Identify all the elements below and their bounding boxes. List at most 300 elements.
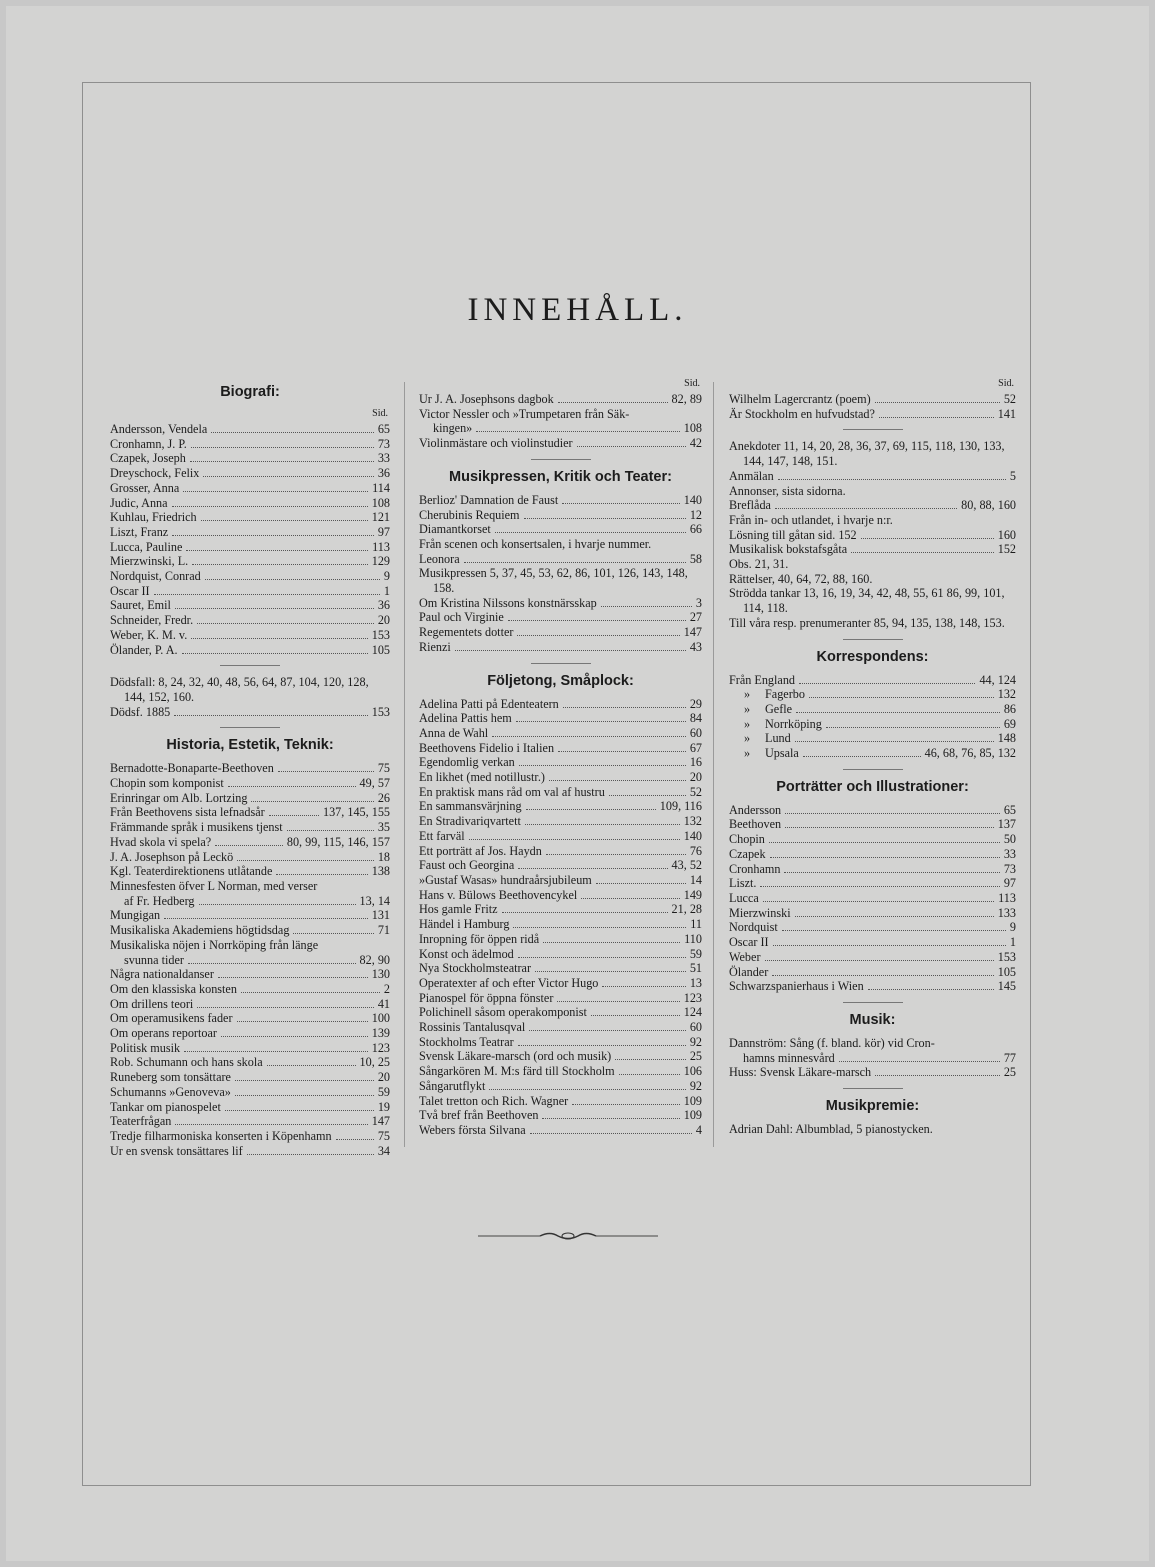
index-entry <box>419 1064 702 1079</box>
index-entry <box>110 422 390 437</box>
index-entry <box>729 906 1016 921</box>
index-entry <box>729 803 1016 818</box>
dot-leader <box>201 512 368 521</box>
index-entry: Från scenen och konsertsalen, i hvarje nummer. <box>419 536 652 551</box>
index-entry: Adrian Dahl: Albumblad, 5 pianostycken. <box>729 1122 933 1137</box>
entry-title: Ur en svensk tonsättares lif <box>110 1143 243 1158</box>
entry-row <box>419 976 702 991</box>
dot-leader <box>529 1022 686 1031</box>
entry-title: af Fr. Hedberg <box>124 893 195 908</box>
dot-leader <box>241 984 380 993</box>
entry-page-numbers: 2 <box>383 981 390 996</box>
dot-leader <box>769 834 1000 843</box>
dot-leader <box>276 866 367 875</box>
entry-title: Mungigan <box>110 908 161 923</box>
ditto-mark: » <box>743 746 751 761</box>
entry-row <box>110 643 390 658</box>
entry-page-numbers: 140 <box>683 492 702 507</box>
entry-row <box>729 876 1016 891</box>
entry-page-numbers: 77 <box>1003 1050 1016 1065</box>
entry-title: En likhet (med notillustr.) <box>419 770 545 785</box>
entry-title: Andersson <box>729 802 782 817</box>
entry-page-numbers: 84 <box>689 711 702 726</box>
dot-leader <box>765 952 994 961</box>
dot-leader <box>235 1072 374 1081</box>
dot-leader <box>803 748 921 757</box>
entry-row <box>419 436 702 451</box>
section-divider <box>531 459 591 460</box>
section-heading: Musikpremie: <box>825 1098 920 1115</box>
entry-title: Teaterfrågan <box>110 1114 172 1129</box>
entry-page-numbers: 59 <box>689 946 702 961</box>
dot-leader <box>795 733 994 742</box>
entry-page-numbers: 145 <box>997 979 1016 994</box>
index-entry <box>110 451 390 466</box>
index-entry <box>419 873 702 888</box>
entry-title: Hos gamle Fritz <box>419 902 498 917</box>
entry-page-numbers: 133 <box>997 905 1016 920</box>
entry-page-numbers: 105 <box>371 642 390 657</box>
entry-page-numbers: 148 <box>997 731 1016 746</box>
entry-row <box>419 508 702 523</box>
index-entry <box>110 525 390 540</box>
entry-row <box>110 628 390 643</box>
index-entry <box>419 392 702 407</box>
entry-row <box>110 1114 390 1129</box>
dot-leader <box>203 468 373 477</box>
entry-title: Paul och Virginie <box>419 610 504 625</box>
index-entry <box>729 1036 1016 1065</box>
section-heading: Porträtter och Illustrationer: <box>776 778 969 795</box>
entry-page-numbers: 60 <box>689 725 702 740</box>
index-entry <box>110 554 390 569</box>
entry-title: Grosser, Anna <box>110 480 180 495</box>
index-entry <box>729 891 1016 906</box>
entry-title: Rossinis Tantalusqval <box>419 1020 526 1035</box>
section-heading: Biografi: <box>220 384 280 400</box>
dot-leader <box>775 500 957 509</box>
dot-leader <box>809 689 994 698</box>
entry-title: Bernadotte-Bonaparte-Beethoven <box>110 761 274 776</box>
entry-page-numbers: 5 <box>1009 468 1016 483</box>
dot-leader <box>772 967 993 976</box>
index-entry <box>110 540 390 555</box>
index-entry <box>110 820 390 835</box>
entry-title: Schneider, Fredr. <box>110 613 194 628</box>
entry-page-numbers: 35 <box>377 820 390 835</box>
dot-leader <box>476 423 679 432</box>
entry-row <box>729 950 1016 965</box>
entry-page-numbers: 92 <box>689 1078 702 1093</box>
entry-title: Regementets dotter <box>419 625 514 640</box>
entry-row <box>729 528 1016 543</box>
entry-page-numbers: 59 <box>377 1084 390 1099</box>
entry-page-numbers: 80, 99, 115, 146, 157 <box>286 834 390 849</box>
entry-row <box>729 891 1016 906</box>
index-entry <box>419 858 702 873</box>
dot-leader <box>826 719 1000 728</box>
entry-title: Ölander, P. A. <box>110 642 178 657</box>
entry-title: Ett porträtt af Jos. Haydn <box>419 843 542 858</box>
entry-title: Ett farväl <box>419 828 465 843</box>
entry-row <box>419 625 702 640</box>
entry-row <box>110 953 390 968</box>
index-entry <box>110 1011 390 1026</box>
entry-row <box>110 820 390 835</box>
entry-row <box>110 835 390 850</box>
entry-page-numbers: 147 <box>683 625 702 640</box>
index-entry <box>110 835 390 850</box>
dot-leader <box>174 707 367 716</box>
index-entry <box>110 1085 390 1100</box>
index-entry <box>419 917 702 932</box>
page-column-label: Sid. <box>372 408 388 419</box>
entry-row <box>419 421 702 436</box>
entry-row <box>110 451 390 466</box>
dot-leader <box>778 471 1006 480</box>
entry-row <box>419 1049 702 1064</box>
entry-page-numbers: 86 <box>1003 701 1016 716</box>
dot-leader <box>508 612 686 621</box>
index-entry <box>110 584 390 599</box>
index-entry: Dödsfall: 8, 24, 32, 40, 48, 56, 64, 87, 104, 120, 128, 144, 152, 160. <box>110 675 369 704</box>
entry-page-numbers: 82, 89 <box>671 392 702 406</box>
section-heading: Korrespondens: <box>816 648 929 665</box>
entry-title: J. A. Josephson på Leckö <box>110 849 234 864</box>
entry-page-numbers: 67 <box>689 740 702 755</box>
index-entry: Rättelser, 40, 64, 72, 88, 160. <box>729 571 873 586</box>
entry-page-numbers: 52 <box>689 784 702 799</box>
entry-row <box>110 598 390 613</box>
entry-title: En praktisk mans råd om val af hustru <box>419 784 605 799</box>
dot-leader <box>172 527 374 536</box>
entry-title: Wilhelm Lagercrantz (poem) <box>729 392 871 406</box>
entry-row <box>729 731 1016 746</box>
entry-title: Sauret, Emil <box>110 598 171 613</box>
section-divider <box>220 727 280 728</box>
dot-leader <box>525 816 680 825</box>
dot-leader <box>184 1043 368 1052</box>
entry-title: Schumanns »Genoveva» <box>110 1084 231 1099</box>
entry-row <box>419 947 702 962</box>
dot-leader <box>228 778 356 787</box>
entry-row <box>419 785 702 800</box>
entry-page-numbers: 20 <box>689 770 702 785</box>
entry-row <box>729 498 1016 513</box>
index-entry: Från in- och utlandet, i hvarje n:r. <box>729 512 893 527</box>
dot-leader <box>530 1125 692 1134</box>
index-entry <box>419 1020 702 1035</box>
entry-page-numbers: 12 <box>689 507 702 522</box>
index-entry <box>110 481 390 496</box>
index-entry <box>110 982 390 997</box>
entry-page-numbers: 13, 14 <box>359 893 390 908</box>
entry-page-numbers: 141 <box>997 406 1016 421</box>
entry-row <box>729 862 1016 877</box>
dot-leader <box>225 1102 374 1111</box>
entry-title: kingen» <box>433 421 473 436</box>
entry-row <box>419 799 702 814</box>
entry-page-numbers: 65 <box>1003 802 1016 817</box>
entry-title: Händel i Hamburg <box>419 917 510 932</box>
dot-leader <box>154 586 380 595</box>
entry-page-numbers: 139 <box>371 1026 390 1041</box>
entry-row <box>419 640 702 655</box>
index-column-1 <box>110 378 390 1158</box>
dot-leader <box>492 728 686 737</box>
section-divider <box>843 639 903 640</box>
index-entry <box>419 726 702 741</box>
index-entry <box>419 799 702 814</box>
page-title: INNEHÅLL. <box>467 292 688 328</box>
index-entry <box>729 717 1016 732</box>
entry-page-numbers: 138 <box>371 864 390 879</box>
dot-leader <box>875 1067 1000 1076</box>
index-entry <box>419 407 702 436</box>
entry-page-numbers: 113 <box>372 539 390 554</box>
entry-page-numbers: 131 <box>371 908 390 923</box>
dot-leader <box>205 571 380 580</box>
entry-page-numbers: 153 <box>371 704 390 719</box>
index-entry <box>110 864 390 879</box>
entry-title: Musikaliska Akademiens högtidsdag <box>110 923 290 938</box>
entry-row <box>110 923 390 938</box>
index-entry <box>419 785 702 800</box>
entry-page-numbers: 43, 52 <box>671 858 702 873</box>
dot-leader <box>164 910 368 919</box>
index-entry <box>729 407 1016 422</box>
dot-leader <box>546 846 686 855</box>
entry-row <box>419 829 702 844</box>
entry-title: Huss: Svensk Läkare-marsch <box>729 1065 872 1080</box>
dot-leader <box>172 498 368 507</box>
index-entry <box>419 961 702 976</box>
entry-page-numbers: 92 <box>689 1034 702 1049</box>
dot-leader <box>183 483 368 492</box>
index-entry <box>729 950 1016 965</box>
entry-page-numbers: 50 <box>1003 832 1016 847</box>
index-entry <box>419 844 702 859</box>
dot-leader <box>773 937 1006 946</box>
entry-row <box>419 741 702 756</box>
entry-page-numbers: 36 <box>377 466 390 481</box>
entry-title: Några nationaldanser <box>110 967 214 982</box>
index-entry <box>419 1123 702 1138</box>
entry-page-numbers: 14 <box>689 872 702 887</box>
dot-leader <box>558 743 686 752</box>
entry-page-numbers: 153 <box>997 949 1016 964</box>
entry-title: svunna tider <box>124 952 184 967</box>
entry-title: Politisk musik <box>110 1040 181 1055</box>
entry-page-numbers: 121 <box>371 510 390 525</box>
index-entry <box>729 817 1016 832</box>
entry-title: Stockholms Teatrar <box>419 1034 514 1049</box>
entry-title-line: Victor Nessler och »Trumpetaren från Säk- <box>419 406 630 421</box>
dot-leader <box>549 772 686 781</box>
entry-row <box>110 496 390 511</box>
entry-row <box>110 525 390 540</box>
section-divider <box>843 769 903 770</box>
entry-row <box>110 510 390 525</box>
entry-title: Kgl. Teaterdirektionens utlåtande <box>110 864 273 879</box>
dot-leader <box>526 801 656 810</box>
entry-page-numbers: 105 <box>997 964 1016 979</box>
index-entry <box>110 879 390 908</box>
index-entry <box>110 923 390 938</box>
entry-title: Om operans reportoar <box>110 1026 217 1041</box>
dot-leader <box>513 919 686 928</box>
section-heading: Musik: <box>849 1011 896 1028</box>
dot-leader <box>516 713 686 722</box>
entry-page-numbers: 20 <box>377 613 390 628</box>
dot-leader <box>495 524 686 533</box>
index-entry <box>729 920 1016 935</box>
dot-leader <box>237 852 374 861</box>
section-heading: Historia, Estetik, Teknik: <box>166 737 334 754</box>
entry-page-numbers: 73 <box>1003 861 1016 876</box>
entry-row <box>110 1055 390 1070</box>
entry-page-numbers: 29 <box>689 696 702 711</box>
dot-leader <box>535 963 686 972</box>
entry-page-numbers: 123 <box>371 1040 390 1055</box>
entry-page-numbers: 109 <box>683 1093 702 1108</box>
index-entry <box>419 991 702 1006</box>
entry-page-numbers: 42 <box>689 436 702 451</box>
index-entry: Annonser, sista sidorna. <box>729 483 846 498</box>
entry-title: Hans v. Bülows Beethovencykel <box>419 887 578 902</box>
dot-leader <box>557 993 679 1002</box>
dot-leader <box>518 1037 686 1046</box>
dot-leader <box>293 925 373 934</box>
entry-page-numbers: 26 <box>377 790 390 805</box>
index-entry <box>729 542 1016 557</box>
entry-page-numbers: 160 <box>997 527 1016 542</box>
index-column-3 <box>729 378 1016 1137</box>
entry-page-numbers: 44, 124 <box>979 672 1016 687</box>
entry-title: Hvad skola vi spela? <box>110 834 212 849</box>
entry-title: Adelina Patti på Edenteatern <box>419 696 559 711</box>
index-entry <box>419 976 702 991</box>
entry-title: Talet tretton och Rich. Wagner <box>419 1093 569 1108</box>
entry-page-numbers: 109, 116 <box>659 799 702 814</box>
index-entry <box>419 741 702 756</box>
entry-title: Webers första Silvana <box>419 1122 526 1137</box>
dot-leader <box>517 627 679 636</box>
entry-title: Leonora <box>419 551 460 566</box>
entry-title: Från Beethovens sista lefnadsår <box>110 805 265 820</box>
entry-page-numbers: 137, 145, 155 <box>322 805 390 820</box>
index-entry: Strödda tankar 13, 16, 19, 34, 42, 48, 55, 61 86, 99, 101, 114, 118. <box>729 586 1005 616</box>
index-column-2 <box>419 378 702 1138</box>
index-entry <box>110 1055 390 1070</box>
dot-leader <box>770 849 1000 858</box>
entry-row <box>419 932 702 947</box>
entry-page-numbers: 58 <box>689 551 702 566</box>
entry-row <box>419 1123 702 1138</box>
entry-row <box>110 1026 390 1041</box>
index-entry <box>419 947 702 962</box>
entry-page-numbers: 33 <box>1003 846 1016 861</box>
entry-title: Liszt, Franz <box>110 524 169 539</box>
index-entry <box>110 496 390 511</box>
entry-title: Czapek, Joseph <box>110 451 186 466</box>
entry-page-numbers: 110 <box>684 931 702 946</box>
ditto-mark: » <box>743 731 751 746</box>
index-entry <box>419 596 702 611</box>
entry-title: Lund <box>765 731 791 746</box>
entry-title: Mierzwinski, L. <box>110 554 189 569</box>
entry-page-numbers: 60 <box>689 1020 702 1035</box>
dot-leader <box>591 1007 680 1016</box>
entry-row <box>419 596 702 611</box>
section-divider <box>843 429 903 430</box>
entry-title: Dreyschock, Felix <box>110 466 200 481</box>
entry-page-numbers: 25 <box>1003 1065 1016 1080</box>
index-entry <box>419 640 702 655</box>
entry-row <box>419 755 702 770</box>
index-entry <box>419 770 702 785</box>
index-entry <box>729 392 1016 407</box>
entry-title: Weber, K. M. v. <box>110 627 188 642</box>
entry-page-numbers: 4 <box>695 1122 702 1137</box>
entry-title: Berlioz' Damnation de Faust <box>419 492 559 507</box>
entry-title: »Gustaf Wasas» hundraårsjubileum <box>419 872 592 887</box>
index-entry <box>110 437 390 452</box>
index-entry <box>729 847 1016 862</box>
index-entry <box>110 1114 390 1129</box>
entry-title: Nordquist <box>729 920 778 935</box>
entry-title: Är Stockholm en hufvudstad? <box>729 406 875 421</box>
entry-page-numbers: 1 <box>383 583 390 598</box>
entry-page-numbers: 132 <box>997 687 1016 702</box>
dot-leader <box>267 1057 356 1066</box>
entry-row <box>729 407 1016 422</box>
index-entry: Obs. 21, 31. <box>729 557 789 572</box>
entry-row <box>110 967 390 982</box>
index-entry <box>110 598 390 613</box>
index-entry <box>419 888 702 903</box>
entry-page-numbers: 36 <box>377 598 390 613</box>
index-entry <box>110 1129 390 1144</box>
column-divider <box>404 382 405 1147</box>
entry-row <box>419 1094 702 1109</box>
dot-leader <box>197 615 374 624</box>
entry-page-numbers: 10, 25 <box>359 1055 390 1070</box>
dot-leader <box>519 757 686 766</box>
entry-page-numbers: 9 <box>383 569 390 584</box>
entry-title: Ölander <box>729 964 769 979</box>
entry-title: Egendomlig verkan <box>419 755 515 770</box>
index-entry <box>419 814 702 829</box>
dot-leader <box>868 981 994 990</box>
entry-title: Anna de Wahl <box>419 725 489 740</box>
entry-title: Cherubinis Requiem <box>419 507 520 522</box>
index-entry <box>419 1005 702 1020</box>
entry-title: Adelina Pattis hem <box>419 711 512 726</box>
dot-leader <box>799 675 975 684</box>
entry-page-numbers: 33 <box>377 451 390 466</box>
index-entry: Till våra resp. prenumeranter 85, 94, 135, 138, 148, 153. <box>729 615 1005 630</box>
dot-leader <box>199 896 356 905</box>
index-entry <box>419 755 702 770</box>
entry-title: Tredje filharmoniska konserten i Köpenhamn <box>110 1128 332 1143</box>
index-entry <box>729 862 1016 877</box>
entry-page-numbers: 82, 90 <box>359 952 390 967</box>
entry-row <box>729 979 1016 994</box>
entry-page-numbers: 9 <box>1009 920 1016 935</box>
entry-title-line: Musikaliska nöjen i Norrköping från länge <box>110 937 319 952</box>
entry-title: Beethoven <box>729 817 782 832</box>
